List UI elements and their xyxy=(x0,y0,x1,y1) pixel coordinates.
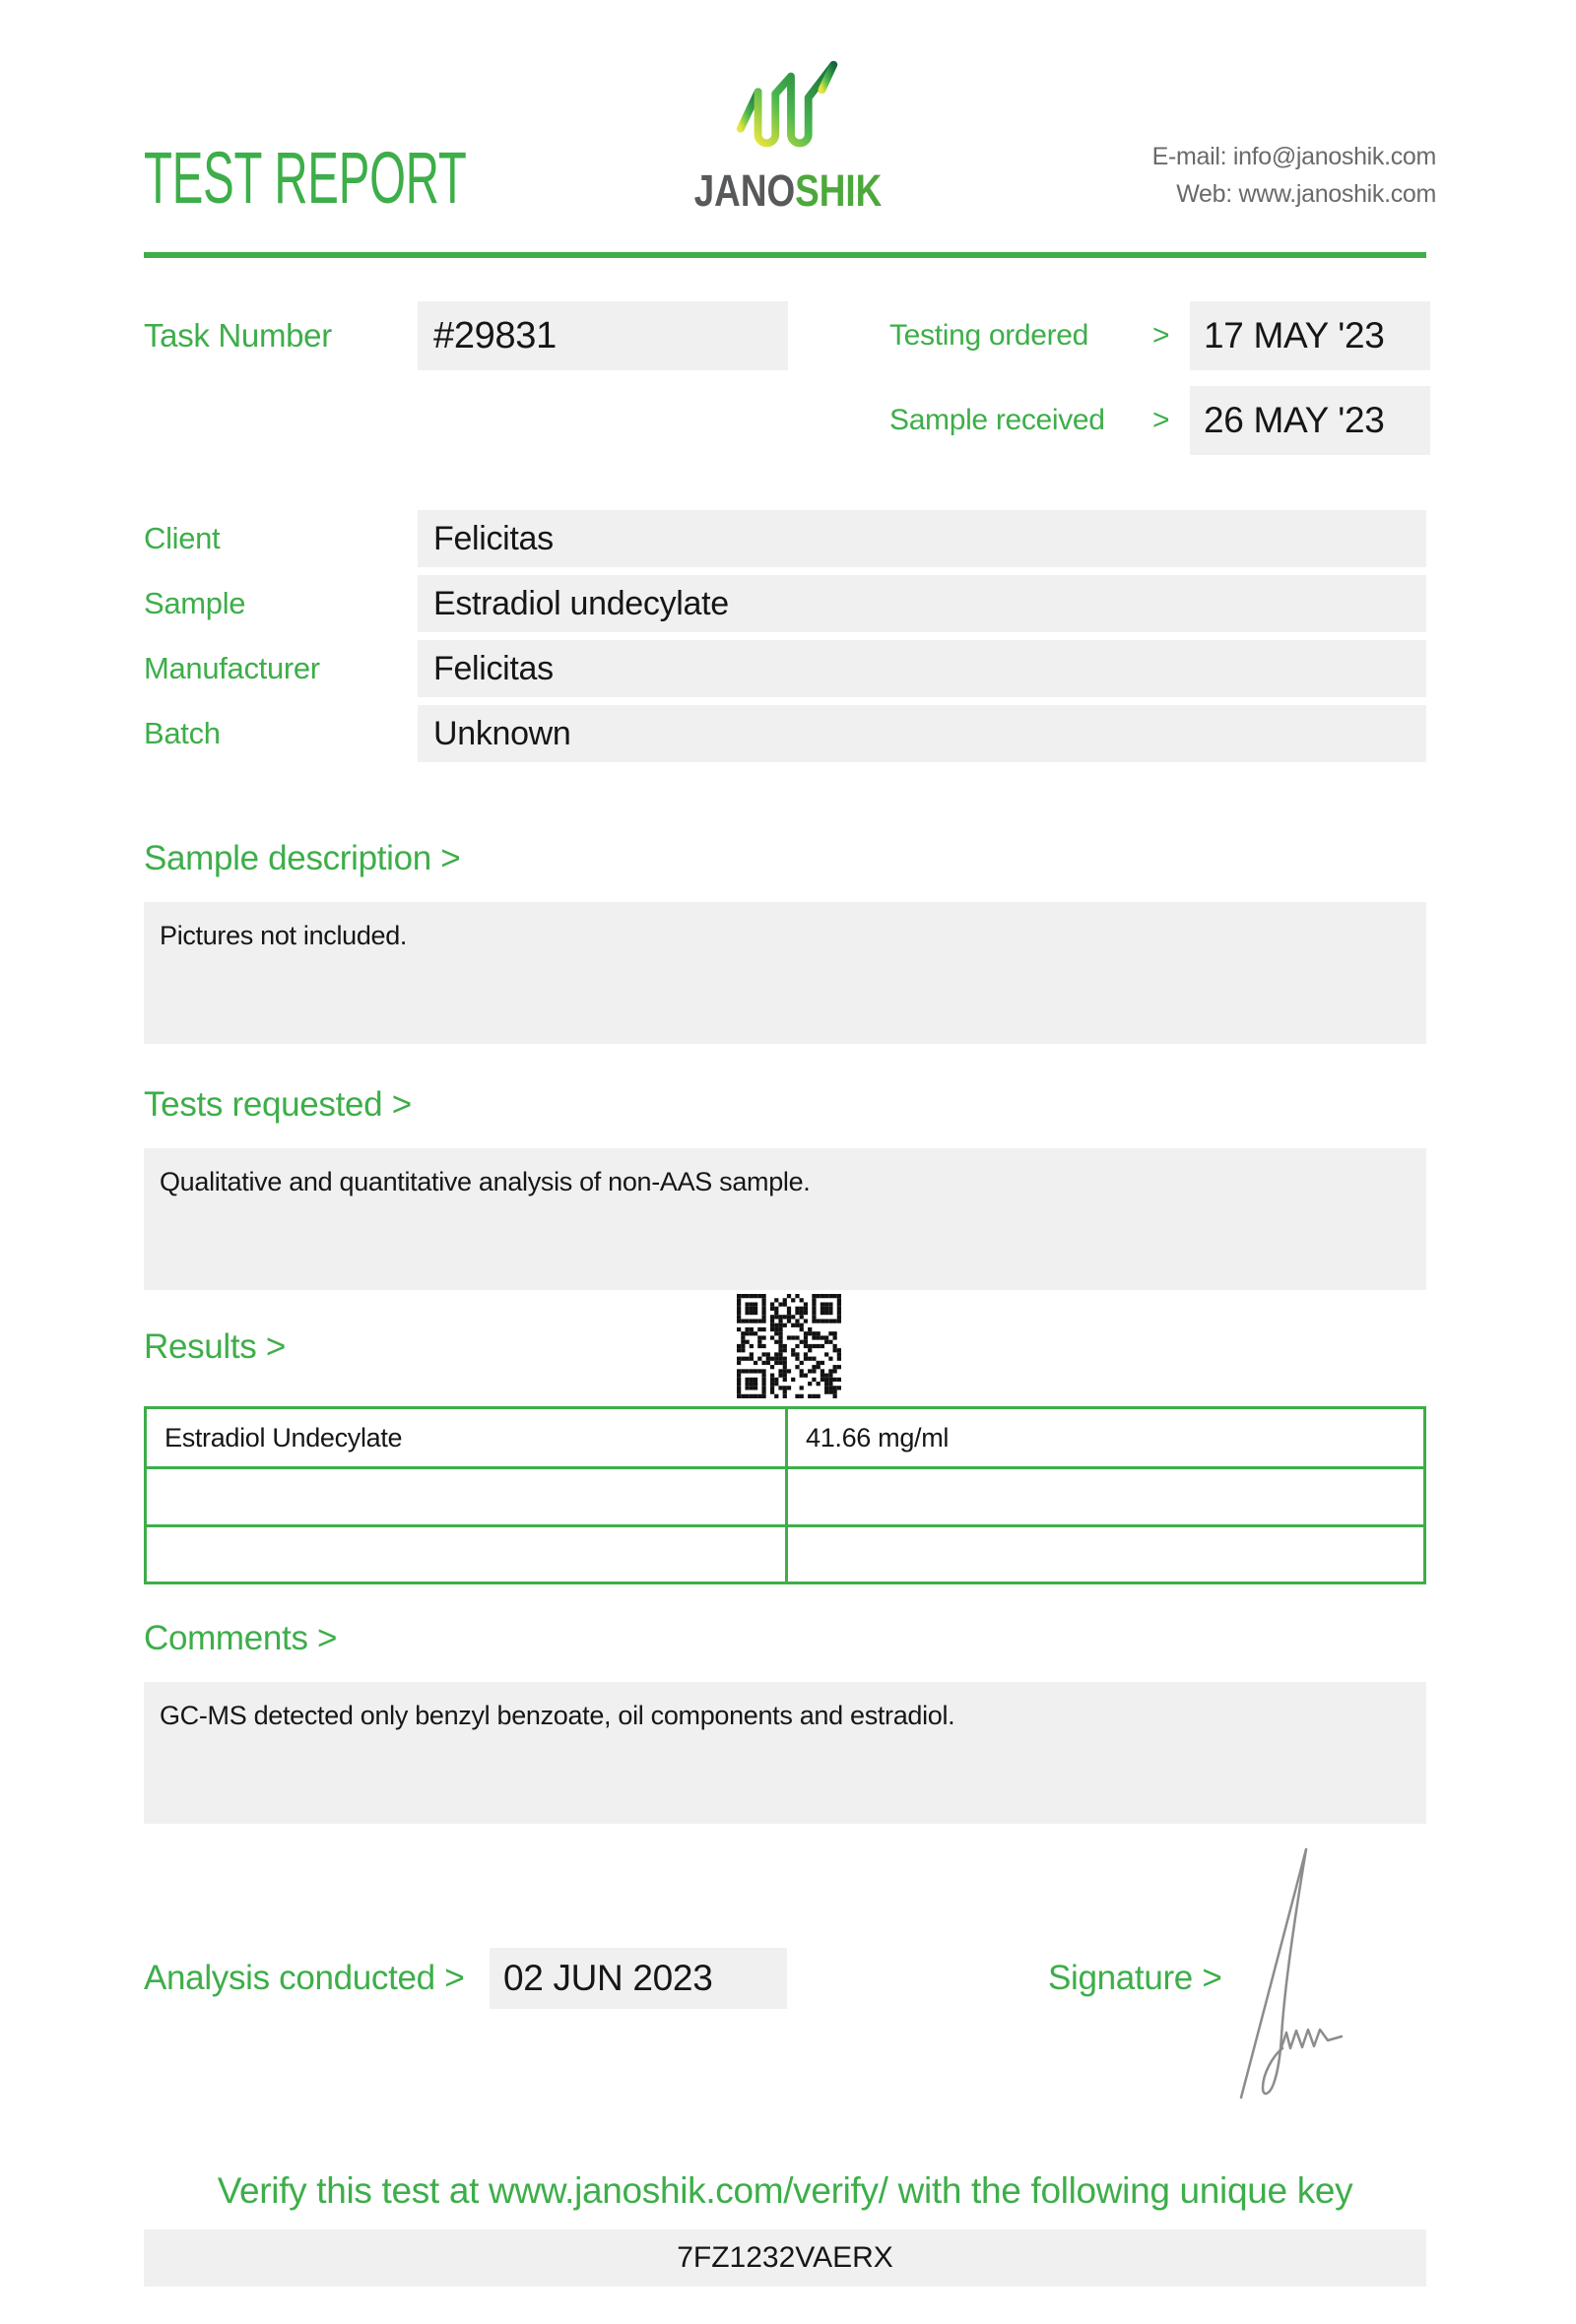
testing-ordered-field xyxy=(1190,301,1430,370)
logo-gray-part: JANO xyxy=(693,165,796,216)
batch-field xyxy=(418,705,1426,762)
sample-value: Estradiol undecylate xyxy=(433,585,729,622)
manufacturer-label: Manufacturer xyxy=(144,651,320,685)
result-value-cell: 41.66 mg/ml xyxy=(806,1422,950,1452)
verify-text: Verify this test at www.janoshik.com/verify/ with the following unique key xyxy=(217,2170,1353,2211)
sample-description-box xyxy=(144,902,1426,1044)
sample-received-field xyxy=(1190,386,1430,455)
comments-heading: Comments > xyxy=(144,1619,338,1657)
tests-requested-box xyxy=(144,1148,1426,1290)
sample-label: Sample xyxy=(144,586,246,620)
task-number-label: Task Number xyxy=(144,317,332,354)
batch-value: Unknown xyxy=(433,715,571,752)
task-number-value: #29831 xyxy=(433,315,557,356)
result-value-cell xyxy=(788,1466,1423,1523)
email-text: E-mail: info@janoshik.com xyxy=(1151,143,1436,170)
task-number-field xyxy=(418,301,788,370)
comments-body: GC-MS detected only benzyl benzoate, oil components and estradiol. xyxy=(160,1701,955,1730)
sample-received-value: 26 MAY '23 xyxy=(1204,400,1385,440)
comments-box xyxy=(144,1682,1426,1824)
logo-text xyxy=(677,165,899,217)
logo-green-part: SHIK xyxy=(795,165,883,216)
sample-description-heading: Sample description > xyxy=(144,839,461,877)
qr-code xyxy=(737,1294,841,1398)
client-label: Client xyxy=(144,521,221,555)
manufacturer-value: Felicitas xyxy=(433,650,554,687)
result-name-cell xyxy=(147,1466,788,1523)
janoshik-logo-icon xyxy=(731,51,847,167)
analysis-conducted-label: Analysis conducted > xyxy=(144,1959,465,1997)
testing-ordered-value: 17 MAY '23 xyxy=(1204,315,1385,355)
client-value: Felicitas xyxy=(433,520,554,557)
result-value-cell xyxy=(788,1524,1423,1582)
web-text: Web: www.janoshik.com xyxy=(1176,180,1436,208)
batch-label: Batch xyxy=(144,716,221,750)
contact-block xyxy=(886,138,1436,213)
signature-label: Signature > xyxy=(1048,1959,1222,1997)
testing-ordered-label: Testing ordered xyxy=(889,319,1088,352)
page-title: TEST REPORT xyxy=(144,137,467,219)
sample-received-label: Sample received xyxy=(889,404,1105,436)
header-divider xyxy=(144,252,1426,258)
analysis-date-field xyxy=(490,1948,787,2009)
analysis-date-value: 02 JUN 2023 xyxy=(503,1958,713,1998)
results-table xyxy=(144,1406,1426,1584)
client-field xyxy=(418,510,1426,567)
results-heading: Results > xyxy=(144,1327,286,1366)
unique-key-field xyxy=(144,2229,1426,2287)
signature-image xyxy=(1219,1830,1357,2125)
testing-ordered-arrow: > xyxy=(1152,319,1170,352)
tests-requested-body: Qualitative and quantitative analysis of non-AAS sample. xyxy=(160,1167,811,1196)
sample-field xyxy=(418,575,1426,632)
result-name-cell: Estradiol Undecylate xyxy=(147,1409,788,1466)
unique-key-value: 7FZ1232VAERX xyxy=(677,2241,893,2274)
tests-requested-heading: Tests requested > xyxy=(144,1085,412,1124)
result-name-cell xyxy=(147,1524,788,1582)
sample-description-body: Pictures not included. xyxy=(160,921,408,950)
manufacturer-field xyxy=(418,640,1426,697)
sample-received-arrow: > xyxy=(1152,404,1170,436)
